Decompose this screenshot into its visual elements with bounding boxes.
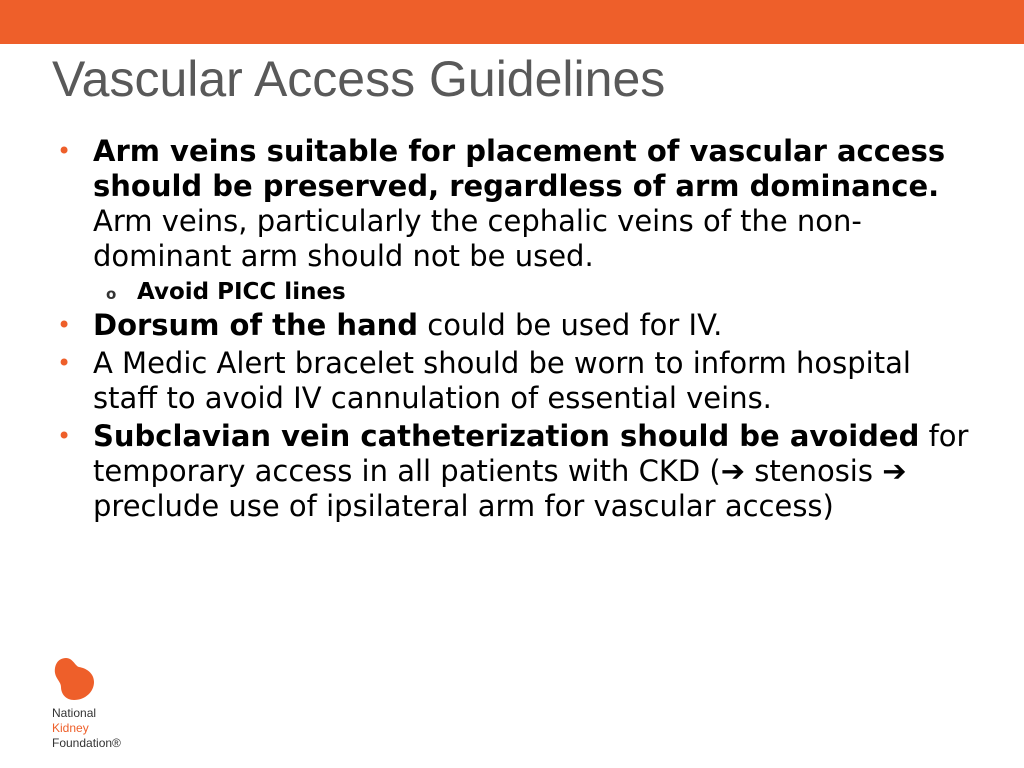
sub-bullet-marker: o: [106, 285, 117, 303]
top-accent-bar: [0, 0, 1024, 44]
bullet-marker: •: [57, 422, 72, 450]
bullet-text: stenosis: [745, 454, 883, 488]
bullet-marker: •: [57, 311, 72, 339]
bullet-marker: •: [57, 349, 72, 377]
bullet-bold-text: Subclavian vein catheterization should be avoided: [93, 419, 920, 453]
logo-text-national: National: [52, 706, 97, 720]
bullet-item-medic-alert: [55, 346, 975, 416]
bullet-text: A Medic Alert bracelet should be worn to inform hospital staff to avoid IV cannulation of essential veins.: [93, 346, 911, 415]
bullet-marker: •: [57, 137, 72, 165]
logo-text-foundation: Foundation®: [52, 736, 121, 750]
bullet-item-subclavian: [55, 419, 975, 524]
bullet-bold-text: Arm veins suitable for placement of vascular access should be preserved, regardless of arm dominance.: [93, 134, 946, 203]
sub-bullet-item-picc: [55, 278, 975, 306]
sub-bullet-text: Avoid PICC lines: [137, 279, 346, 305]
bullet-item-dorsum: [55, 308, 975, 343]
nkf-logo: [52, 657, 142, 757]
bullet-text: for temporary access in all patients with CKD (: [93, 419, 969, 488]
kidney-icon: [52, 657, 96, 701]
logo-text-kidney: Kidney: [52, 721, 89, 735]
bullet-text: preclude use of ipsilateral arm for vascular access): [93, 489, 834, 523]
bullet-item-arm-veins: [55, 134, 975, 274]
arrow-right-icon: ➔: [720, 454, 746, 488]
bullet-text: Arm veins, particularly the cephalic veins of the non-dominant arm should not be used.: [93, 204, 862, 273]
bullet-bold-text: Dorsum of the hand: [93, 308, 419, 342]
bullet-list: [55, 134, 975, 524]
arrow-right-icon: ➔: [882, 454, 907, 488]
slide-title: Vascular Access Guidelines: [52, 51, 666, 107]
logo-wordmark: [52, 706, 121, 751]
bullet-text: could be used for IV.: [418, 308, 723, 342]
